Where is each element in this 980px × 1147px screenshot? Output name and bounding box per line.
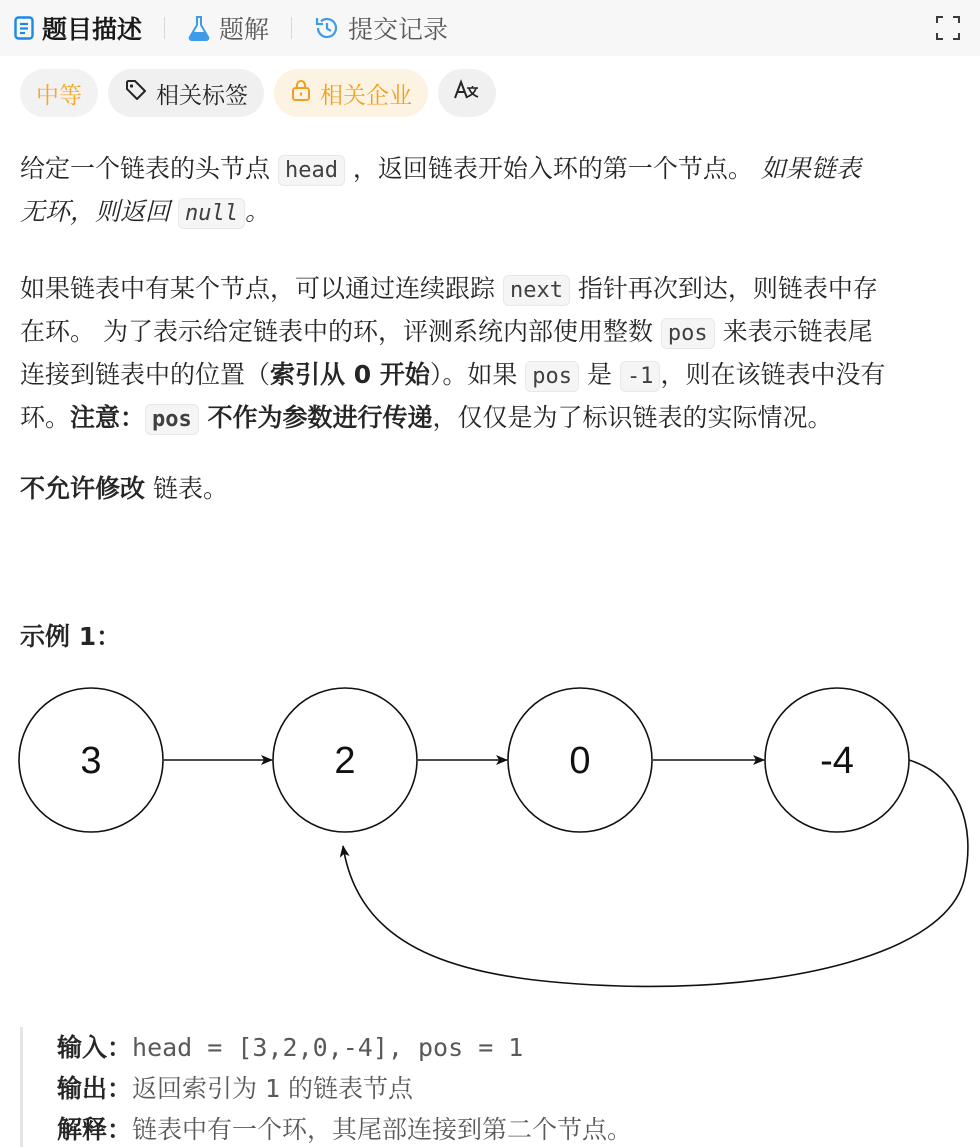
text: 来表示链表尾 <box>714 317 873 346</box>
node-0 <box>508 688 652 832</box>
node-neg4 <box>765 688 909 832</box>
text: 指针再次到达，则链表中存 <box>569 274 878 303</box>
tab-divider <box>164 17 165 39</box>
text: 不作为参数进行传递 <box>198 403 433 432</box>
text: 注意： <box>70 403 146 432</box>
text: 如果链表 <box>760 154 861 183</box>
related-tags-label: 相关标签 <box>156 82 248 109</box>
flask-icon <box>187 15 211 41</box>
inline-code: next <box>503 275 570 306</box>
text: 连接到链表中的位置（ <box>20 360 271 389</box>
tag-icon <box>124 78 148 108</box>
paragraph-3 <box>20 468 228 509</box>
example-input <box>57 1027 970 1068</box>
tab-bar <box>0 0 980 56</box>
text: 无环，则返回 <box>20 197 178 226</box>
inline-code: head <box>278 155 345 186</box>
value: head = [3,2,0,-4], pos = 1 <box>132 1033 524 1062</box>
inline-code: null <box>178 198 245 229</box>
tab-description-label: 题目描述 <box>42 15 143 44</box>
inline-code: -1 <box>620 361 661 392</box>
node-label: 2 <box>334 740 356 782</box>
related-tags-button[interactable] <box>108 69 264 117</box>
tab-solutions[interactable] <box>187 0 269 56</box>
text: 给定一个链表的头节点 <box>20 154 278 183</box>
inline-code: pos <box>525 361 579 392</box>
problem-chips <box>20 69 496 117</box>
node-2 <box>273 688 417 832</box>
example-output <box>57 1068 970 1109</box>
label: 解释： <box>57 1115 133 1144</box>
node-3 <box>19 688 163 832</box>
description-icon <box>14 16 34 40</box>
value: 返回索引为 <box>132 1074 265 1103</box>
node-label: 0 <box>569 740 591 782</box>
tab-description[interactable] <box>14 0 142 56</box>
lock-icon <box>290 78 312 108</box>
text: ）。如果 <box>429 360 526 389</box>
text: ，返回链表开始入环的第一个节点。 <box>344 154 761 183</box>
tab-submissions-label: 提交记录 <box>348 15 449 44</box>
paragraph-1 <box>20 148 861 234</box>
example-explanation <box>57 1109 970 1147</box>
difficulty-badge[interactable] <box>20 69 98 117</box>
history-icon <box>314 15 340 41</box>
text: 环。 <box>20 403 71 432</box>
text: ，则在该链表中没有 <box>660 360 886 389</box>
inline-code: pos <box>145 404 199 435</box>
tab-submissions[interactable] <box>314 0 448 56</box>
node-label: 3 <box>80 740 102 782</box>
tab-divider <box>291 17 292 39</box>
expand-icon[interactable] <box>934 14 962 42</box>
related-companies-label: 相关企业 <box>320 82 412 109</box>
value: 链表中有一个环，其尾部连接到第二个节点。 <box>132 1115 633 1144</box>
linked-list-diagram <box>0 676 980 1006</box>
difficulty-label: 中等 <box>36 82 82 109</box>
value: 的链表节点 <box>280 1074 413 1103</box>
tab-solutions-label: 题解 <box>219 15 270 44</box>
text: ，仅仅是为了标识链表的实际情况。 <box>432 403 833 432</box>
related-companies-button[interactable] <box>274 69 428 117</box>
text: 在环。 为了表示给定链表中的环，评测系统内部使用整数 <box>20 317 661 346</box>
label: 输入： <box>57 1033 133 1062</box>
text: 是 <box>579 360 620 389</box>
inline-code: pos <box>661 318 715 349</box>
example-title: 示例 1： <box>20 622 122 651</box>
paragraph-2 <box>20 268 885 440</box>
text: 索引从 0 开始 <box>270 360 430 389</box>
text: 链表。 <box>145 474 228 503</box>
label: 输出： <box>57 1074 133 1103</box>
example-block <box>20 1027 970 1147</box>
text: 。 <box>244 197 270 226</box>
translate-button[interactable] <box>438 69 496 117</box>
text: 如果链表中有某个节点，可以通过连续跟踪 <box>20 274 503 303</box>
translate-icon <box>453 78 481 108</box>
text: 不允许修改 <box>20 474 146 503</box>
node-label: -4 <box>820 740 854 782</box>
value: 1 <box>264 1074 281 1103</box>
